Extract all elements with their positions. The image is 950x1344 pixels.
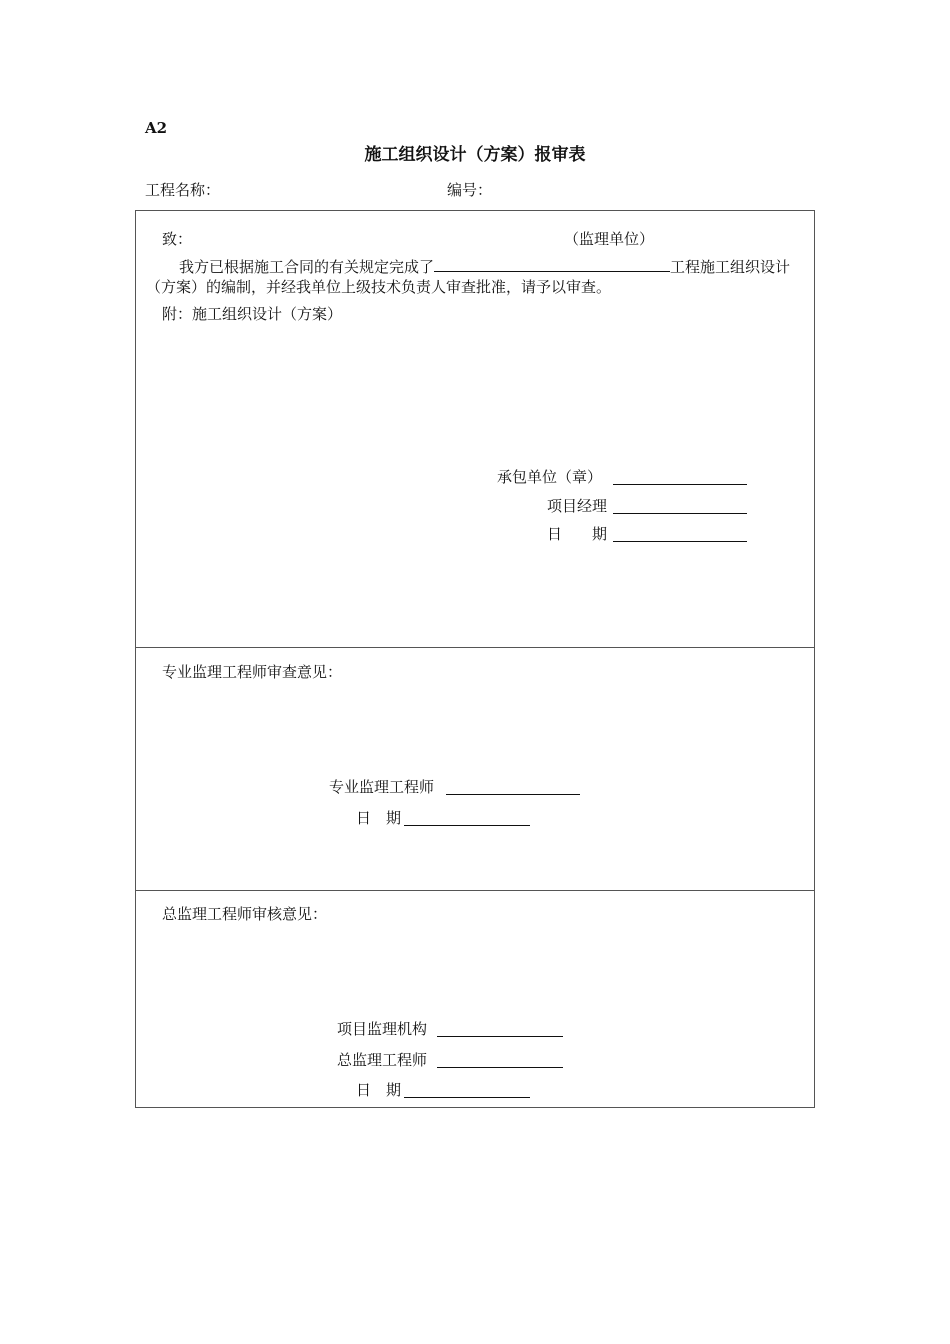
attachment-label: 附：施工组织设计（方案） xyxy=(162,305,343,323)
number-label: 编号： xyxy=(447,181,493,199)
engineer-date-label: 日 期 xyxy=(356,809,402,827)
engineer-label: 专业监理工程师 xyxy=(329,778,435,796)
form-code: A2 xyxy=(145,119,168,137)
contractor-signature-line[interactable] xyxy=(613,470,747,485)
supervisor-unit-label: （监理单位） xyxy=(564,230,655,248)
submission-section xyxy=(136,211,814,648)
engineer-signature-line[interactable] xyxy=(446,780,580,795)
supervision-org-line[interactable] xyxy=(437,1022,563,1037)
project-manager-label: 项目经理 xyxy=(547,497,608,515)
submission-statement xyxy=(146,257,808,297)
project-manager-signature-line[interactable] xyxy=(613,499,747,514)
to-label: 致： xyxy=(162,230,193,248)
project-name-blank[interactable] xyxy=(434,257,670,272)
chief-review-section xyxy=(136,890,814,1107)
form-table xyxy=(135,210,815,1108)
project-name-label: 工程名称： xyxy=(145,181,221,199)
engineer-date-line[interactable] xyxy=(404,811,530,826)
chief-engineer-label: 总监理工程师 xyxy=(337,1051,428,1069)
chief-engineer-signature-line[interactable] xyxy=(437,1053,563,1068)
submission-date-label: 日 期 xyxy=(547,525,608,543)
engineer-review-section xyxy=(136,647,814,891)
form-title: 施工组织设计（方案）报审表 xyxy=(364,145,586,165)
supervision-org-label: 项目监理机构 xyxy=(337,1020,428,1038)
statement-part1: 我方已根据施工合同的有关规定完成了 xyxy=(179,258,435,276)
submission-date-line[interactable] xyxy=(613,527,747,542)
chief-date-line[interactable] xyxy=(404,1083,530,1098)
statement-part2: 工程施工组织设计（方案）的编制，并经我单位上级技术负责人审查批准，请予以审查。 xyxy=(146,258,791,296)
chief-review-heading: 总监理工程师审核意见： xyxy=(162,905,328,923)
engineer-review-heading: 专业监理工程师审查意见： xyxy=(162,663,343,681)
chief-date-label: 日 期 xyxy=(356,1081,402,1099)
contractor-label: 承包单位（章） xyxy=(497,468,603,486)
